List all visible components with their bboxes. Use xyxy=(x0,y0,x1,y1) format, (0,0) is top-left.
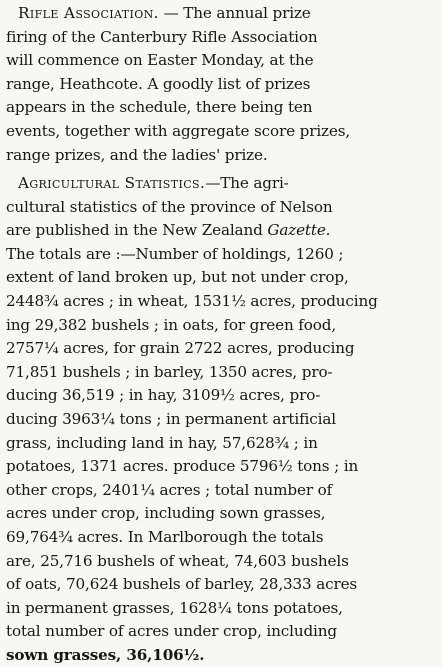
paragraph-line: are, 25,716 bushels of wheat, 74,603 bushels xyxy=(6,551,349,570)
rifle-association-paragraph xyxy=(6,2,436,167)
rifle-heading: Rifle Association. xyxy=(18,4,159,22)
paragraph-line: ducing 3963¼ tons ; in permanent artificial xyxy=(6,409,336,428)
paragraph-line: potatoes, 1371 acres. produce 5796½ tons ; in xyxy=(6,457,359,476)
paragraph-line: Agricultural Statistics.—The agri- xyxy=(18,174,289,192)
paragraph-line: cultural statistics of the province of Nelson xyxy=(6,197,333,216)
paragraph-last-line: sown grasses, 36,106½. xyxy=(6,645,205,664)
paragraph-line: The totals are :—Number of holdings, 1260 ; xyxy=(6,244,344,263)
paragraph-line: range, Heathcote. A goodly list of prizes xyxy=(6,74,311,93)
paragraph-line: 69,764¾ acres. In Marlborough the totals xyxy=(6,527,324,546)
paragraph-line: of oats, 70,624 bushels of barley, 28,333 acres xyxy=(6,575,358,594)
paragraph-line: other crops, 2401¼ acres ; total number of xyxy=(6,480,333,499)
paragraph-line: range prizes, and the ladies' prize. xyxy=(6,145,268,164)
paragraph-line: ing 29,382 bushels ; in oats, for green food, xyxy=(6,315,336,334)
paragraph-line: total number of acres under crop, including xyxy=(6,622,337,641)
paragraph-line: 2448¾ acres ; in wheat, 1531½ acres, producing xyxy=(6,291,378,310)
paragraph-line: ducing 36,519 ; in hay, 3109½ acres, pro- xyxy=(6,386,321,405)
paragraph-line: acres under crop, including sown grasses, xyxy=(6,504,326,523)
paragraph-line: will commence on Easter Monday, at the xyxy=(6,51,314,70)
paragraph-line: 2757¼ acres, for grain 2722 acres, producing xyxy=(6,339,355,358)
agri-heading: Agricultural Statistics. xyxy=(18,174,206,192)
paragraph-line: firing of the Canterbury Rifle Association xyxy=(6,27,318,46)
paragraph-line: 71,851 bushels ; in barley, 1350 acres, pro- xyxy=(6,362,333,381)
paragraph-line: appears in the schedule, there being ten xyxy=(6,98,313,117)
paragraph-line: in permanent grasses, 1628¼ tons potatoes, xyxy=(6,598,343,617)
paragraph-line: are published in the New Zealand Gazette. xyxy=(6,221,331,240)
agricultural-statistics-paragraph xyxy=(6,172,436,667)
paragraph-line: extent of land broken up, but not under crop, xyxy=(6,268,349,287)
paragraph-line: grass, including land in hay, 57,628¾ ; in xyxy=(6,433,318,452)
paragraph-line: Rifle Association. — The annual prize xyxy=(18,4,311,22)
paragraph-line: events, together with aggregate score prizes, xyxy=(6,121,351,140)
gazette-title: Gazette xyxy=(267,221,326,240)
